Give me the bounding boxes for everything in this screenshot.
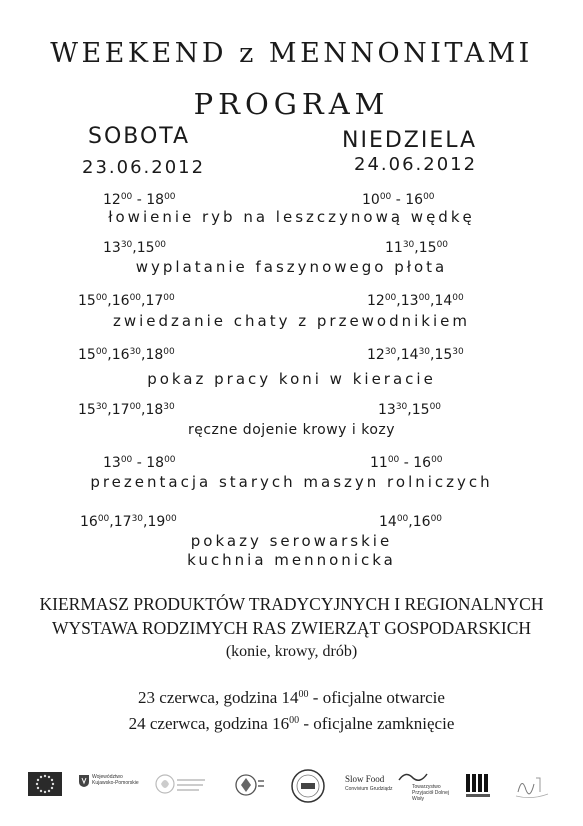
time-minutes: 00 — [384, 293, 397, 303]
time-minutes: 30 — [129, 347, 142, 357]
time-minutes: 00 — [387, 455, 400, 465]
time-hour: 16 — [111, 347, 130, 363]
time-separator: , — [414, 240, 419, 256]
time-hour: 18 — [145, 402, 164, 418]
regional-program-logo — [155, 770, 207, 806]
time-separator: , — [396, 347, 401, 363]
time-minutes: 00 — [436, 240, 449, 250]
time-minutes: 30 — [452, 347, 464, 357]
time-separator: - — [399, 455, 414, 471]
time-separator: , — [430, 347, 435, 363]
time-separator: , — [141, 347, 146, 363]
time-separator: , — [396, 293, 401, 309]
society-logo: Towarzystwo Przyjaciół Dolnej Wisły — [398, 770, 456, 806]
time-minutes: 00 — [97, 514, 110, 524]
time-hour: 16 — [405, 192, 424, 208]
time-minutes: 00 — [452, 293, 464, 303]
time-minutes: 00 — [164, 455, 176, 465]
time-separator: , — [430, 293, 435, 309]
time-minutes: 30 — [384, 347, 397, 357]
time-minutes: 00 — [163, 293, 175, 303]
time-minutes: 00 — [163, 347, 175, 357]
sunday-times — [385, 240, 448, 256]
time-minutes: 00 — [164, 192, 176, 202]
time-minutes: 30 — [120, 240, 133, 250]
saturday-date: 23.06.2012 — [82, 157, 206, 178]
activity-name-2: kuchnia mennonicka — [187, 551, 396, 569]
time-minutes: 00 — [95, 347, 108, 357]
saturday-times — [78, 402, 175, 418]
time-hour: 16 — [80, 514, 98, 530]
time-hour: 10 — [362, 192, 380, 208]
fair-line-1: KIERMASZ PRODUKTÓW TRADYCYJNYCH I REGIONALNYCH — [39, 594, 544, 614]
sunday-times — [379, 514, 442, 530]
time-separator: - — [132, 192, 147, 208]
activity-name: łowienie ryb na leszczynową wędkę — [108, 208, 475, 226]
script-signature-logo — [512, 770, 552, 806]
slow-food-logo: Slow Food Convivium Grudziądz — [345, 774, 393, 792]
time-minutes: 30 — [418, 347, 431, 357]
closing-ceremony: 24 czerwca, godzina $16^{00}$ - oficjalne zamknięcie — [128, 714, 455, 733]
time-hour: 17 — [111, 402, 130, 418]
time-hour: 16 — [413, 455, 432, 471]
saturday-times — [103, 192, 176, 208]
time-hour: 13 — [103, 455, 121, 471]
cultural-center-emblem-icon — [464, 772, 494, 808]
time-hour: 15 — [78, 293, 96, 309]
time-minutes: 30 — [402, 240, 415, 250]
time-minutes: 00 — [154, 240, 167, 250]
time-hour: 12 — [367, 293, 385, 309]
coat-of-arms-icon — [78, 774, 90, 788]
time-minutes: 30 — [163, 402, 175, 412]
time-separator: , — [141, 293, 146, 309]
activity-name: ręczne dojenie krowy i kozy — [187, 422, 396, 438]
time-minutes: 00 — [120, 455, 133, 465]
time-hour: 17 — [145, 293, 164, 309]
time-hour: 16 — [111, 293, 130, 309]
time-separator: - — [391, 192, 406, 208]
time-minutes: 00 — [379, 192, 392, 202]
fair-line-2: WYSTAWA RODZIMYCH RAS ZWIERZĄT GOSPODARSKICH — [51, 618, 532, 638]
time-separator: , — [132, 240, 137, 256]
time-hour: 18 — [146, 455, 165, 471]
sunday-times — [362, 192, 435, 208]
saturday-times — [80, 514, 177, 530]
time-separator: , — [107, 293, 112, 309]
time-minutes: 00 — [430, 514, 443, 524]
time-minutes: 00 — [165, 514, 177, 524]
sunday-times — [370, 455, 443, 471]
activity-name: zwiedzanie chaty z przewodnikiem — [112, 312, 471, 330]
time-minutes: 00 — [95, 293, 108, 303]
time-hour: 15 — [434, 347, 453, 363]
program-heading: PROGRAM — [193, 87, 390, 121]
saturday-times — [103, 455, 176, 471]
time-hour: 14 — [434, 293, 453, 309]
poster-title: WEEKEND z MENNONITAMI — [50, 38, 533, 69]
time-minutes: 00 — [423, 192, 435, 202]
time-hour: 13 — [103, 240, 121, 256]
time-minutes: 00 — [429, 402, 442, 412]
sponsor-logos — [0, 768, 583, 808]
time-minutes: 00 — [129, 293, 142, 303]
time-separator: , — [143, 514, 148, 530]
time-minutes: 30 — [131, 514, 144, 524]
time-minutes: 00 — [129, 402, 142, 412]
voivodeship-logo: Województwo Kujawsko-Pomorskie — [78, 772, 140, 808]
time-hour: 14 — [379, 514, 397, 530]
sunday-times — [367, 293, 464, 309]
sunday-times — [367, 347, 464, 363]
time-separator: , — [107, 402, 112, 418]
museum-seal-icon — [290, 768, 326, 804]
opening-ceremony: 23 czerwca, godzina $14^{00}$ - oficjalne otwarcie — [138, 688, 445, 707]
sunday-date: 24.06.2012 — [354, 154, 478, 175]
time-hour: 16 — [412, 514, 431, 530]
time-hour: 15 — [78, 347, 96, 363]
time-separator: , — [407, 402, 412, 418]
activity-name: pokazy serowarskie — [190, 532, 393, 550]
time-minutes: 00 — [396, 514, 409, 524]
time-separator: - — [132, 455, 147, 471]
time-hour: 15 — [418, 240, 437, 256]
time-hour: 13 — [400, 293, 419, 309]
time-minutes: 00 — [120, 192, 133, 202]
time-hour: 14 — [400, 347, 419, 363]
sunday-heading: NIEDZIELA — [342, 128, 478, 153]
time-separator: , — [107, 347, 112, 363]
municipality-crest-icon — [232, 772, 266, 808]
time-hour: 17 — [113, 514, 132, 530]
time-hour: 12 — [103, 192, 121, 208]
activity-name: pokaz pracy koni w kieracie — [147, 370, 436, 388]
time-hour: 13 — [378, 402, 396, 418]
time-hour: 18 — [145, 347, 164, 363]
time-hour: 15 — [78, 402, 96, 418]
saturday-times — [103, 240, 166, 256]
river-wave-icon — [398, 770, 428, 784]
time-hour: 11 — [370, 455, 388, 471]
saturday-times — [78, 293, 175, 309]
time-minutes: 30 — [95, 402, 108, 412]
time-hour: 11 — [385, 240, 403, 256]
eu-flag-icon — [28, 772, 62, 796]
time-separator: , — [109, 514, 114, 530]
time-hour: 19 — [147, 514, 166, 530]
activity-name: prezentacja starych maszyn rolniczych — [90, 473, 493, 491]
time-hour: 15 — [411, 402, 430, 418]
time-hour: 15 — [136, 240, 155, 256]
saturday-heading: SOBOTA — [88, 124, 191, 149]
time-minutes: 00 — [431, 455, 443, 465]
time-minutes: 30 — [395, 402, 408, 412]
sunday-times — [378, 402, 441, 418]
time-hour: 18 — [146, 192, 165, 208]
time-separator: , — [141, 402, 146, 418]
activity-name: wyplatanie faszynowego płota — [135, 258, 448, 276]
time-hour: 12 — [367, 347, 385, 363]
time-minutes: 00 — [418, 293, 431, 303]
time-separator: , — [408, 514, 413, 530]
fair-line-3: (konie, krowy, drób) — [225, 643, 358, 660]
saturday-times — [78, 347, 175, 363]
